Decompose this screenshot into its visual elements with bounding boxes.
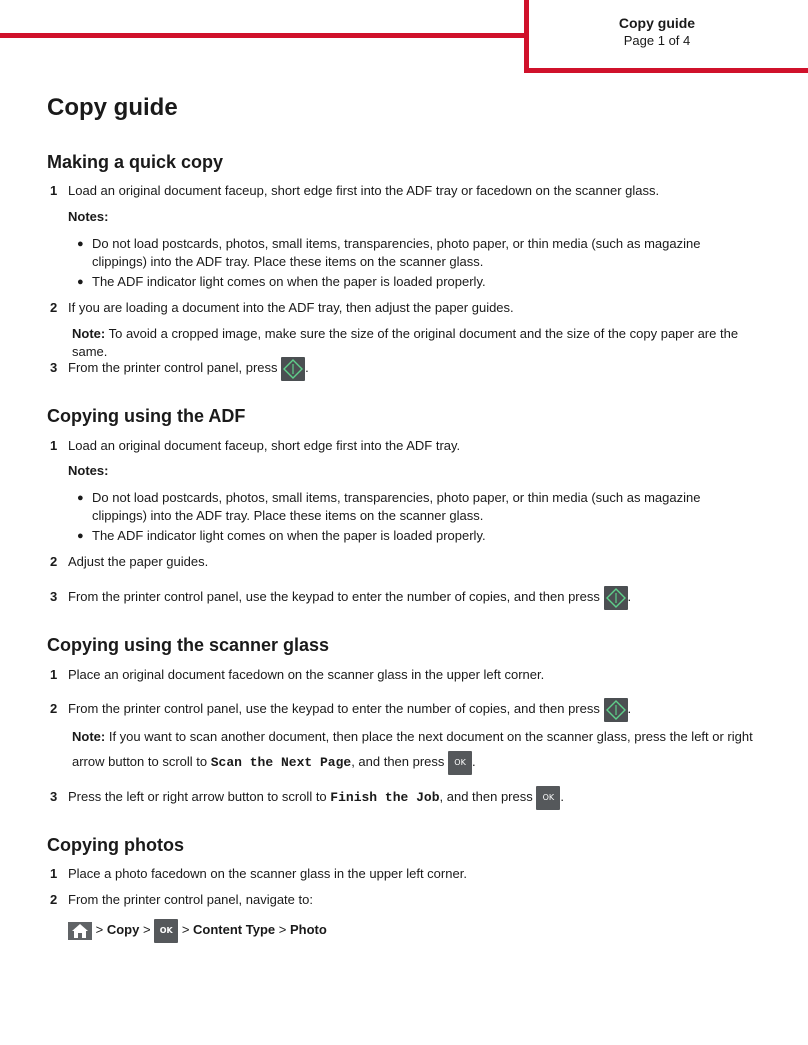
header-title: Copy guide: [618, 15, 696, 31]
start-button[interactable]: [604, 698, 628, 722]
step-number: 2: [50, 701, 58, 716]
note-label: Note:: [72, 326, 106, 341]
path-item-content-type: Content Type: [193, 922, 276, 937]
section-heading-photos: Copying photos: [47, 835, 184, 855]
notes-label: Notes:: [68, 209, 109, 224]
step-text-row: [68, 354, 773, 382]
bullet-text: The ADF indicator light comes on when the paper is loaded properly.: [92, 528, 486, 543]
navigation-path: [68, 918, 327, 943]
step-number: 3: [50, 360, 58, 375]
note-text: If you want to scan another document, then place the next document on the scanner glass, press the left or right: [108, 729, 753, 744]
step-number: 1: [50, 667, 58, 682]
start-button[interactable]: [604, 586, 628, 610]
path-item-photo: Photo: [289, 922, 327, 937]
section-heading-scanner-glass: Copying using the scanner glass: [47, 635, 330, 655]
step-text-end: .: [627, 701, 632, 716]
start-button[interactable]: [281, 357, 305, 381]
glass-note-line-1: [72, 728, 777, 746]
step-text: From the printer control panel, use the keypad to enter the number of copies, and then press: [68, 701, 600, 716]
step-number: 1: [50, 866, 58, 881]
step-text: From the printer control panel, use the keypad to enter the number of copies, and then press: [68, 589, 600, 604]
step-text: Press the left or right arrow button to scroll to: [68, 789, 327, 804]
path-separator: >: [95, 922, 104, 937]
start-icon: [606, 700, 626, 720]
home-icon: [71, 923, 89, 939]
notes-label: Notes:: [68, 463, 109, 478]
step-text-row: [68, 583, 773, 611]
step-number: 2: [50, 554, 58, 569]
page-title: Copy guide: [47, 94, 178, 121]
ok-button[interactable]: OK: [154, 919, 178, 943]
home-button[interactable]: [68, 922, 92, 940]
step-text: From the printer control panel, navigate to:: [68, 892, 313, 907]
step-text: Load an original document faceup, short edge first into the ADF tray.: [68, 438, 461, 453]
ok-button[interactable]: OK: [448, 751, 472, 775]
step-text-end: .: [560, 789, 564, 804]
step-text: Place a photo facedown on the scanner glass in the upper left corner.: [68, 866, 467, 881]
step-number: 1: [50, 438, 58, 453]
bullet-icon: ●: [77, 530, 84, 542]
path-separator: >: [278, 922, 287, 937]
path-separator: >: [181, 922, 190, 937]
note-text-end: .: [472, 754, 476, 769]
step-number: 3: [50, 589, 58, 604]
bullet-text: The ADF indicator light comes on when the paper is loaded properly.: [92, 274, 486, 289]
header-rule-right: [524, 68, 808, 73]
step-text: Place an original document facedown on the scanner glass in the upper left corner.: [68, 667, 545, 682]
bullet-icon: ●: [77, 238, 84, 250]
menu-option-scan-next-page: Scan the Next Page: [210, 755, 352, 770]
step-text: If you are loading a document into the ADF tray, then adjust the paper guides.: [68, 300, 514, 315]
note-text: To avoid a cropped image, make sure the size of the original document and the size of the copy paper are the same.: [72, 326, 739, 359]
step-text-row: [68, 695, 773, 723]
section-heading-quick-copy: Making a quick copy: [47, 152, 224, 172]
bullet-text: Do not load postcards, photos, small items, transparencies, photo paper, or thin media (such as magazine clippings) into the ADF tray. Place these items on the scanner glass.: [92, 490, 701, 523]
step-text: From the printer control panel, press: [68, 360, 278, 375]
bullet-text: Do not load postcards, photos, small items, transparencies, photo paper, or thin media (such as magazine clippings) into the ADF tray. Place these items on the scanner glass.: [92, 236, 701, 269]
step-text-cont: , and then press: [439, 789, 533, 804]
step-text-end: .: [627, 589, 632, 604]
bullet-icon: ●: [77, 492, 84, 504]
note-text-cont: , and then press: [351, 754, 445, 769]
menu-option-finish-the-job: Finish the Job: [330, 790, 440, 805]
section-heading-adf: Copying using the ADF: [47, 406, 246, 426]
step-text: Adjust the paper guides.: [68, 554, 209, 569]
start-icon: [606, 588, 626, 608]
header-rule-left: [0, 33, 527, 38]
step-text-end: .: [305, 360, 309, 375]
path-separator: >: [142, 922, 151, 937]
step-number: 2: [50, 300, 58, 315]
bullet-icon: ●: [77, 276, 84, 288]
running-header: [529, 14, 785, 50]
step-text: Load an original document faceup, short edge first into the ADF tray or facedown on the scanner glass.: [68, 183, 660, 198]
start-icon: [283, 359, 303, 379]
step-text-row: [68, 783, 773, 812]
step-number: 3: [50, 789, 58, 804]
glass-note-line-2: [72, 748, 777, 777]
note-label: Note:: [72, 729, 106, 744]
header-page-number: Page 1 of 4: [623, 33, 691, 48]
step-number: 1: [50, 183, 58, 198]
step-number: 2: [50, 892, 58, 907]
note-text: arrow button to scroll to: [72, 754, 208, 769]
ok-button[interactable]: OK: [536, 786, 560, 810]
path-item-copy: Copy: [106, 922, 140, 937]
